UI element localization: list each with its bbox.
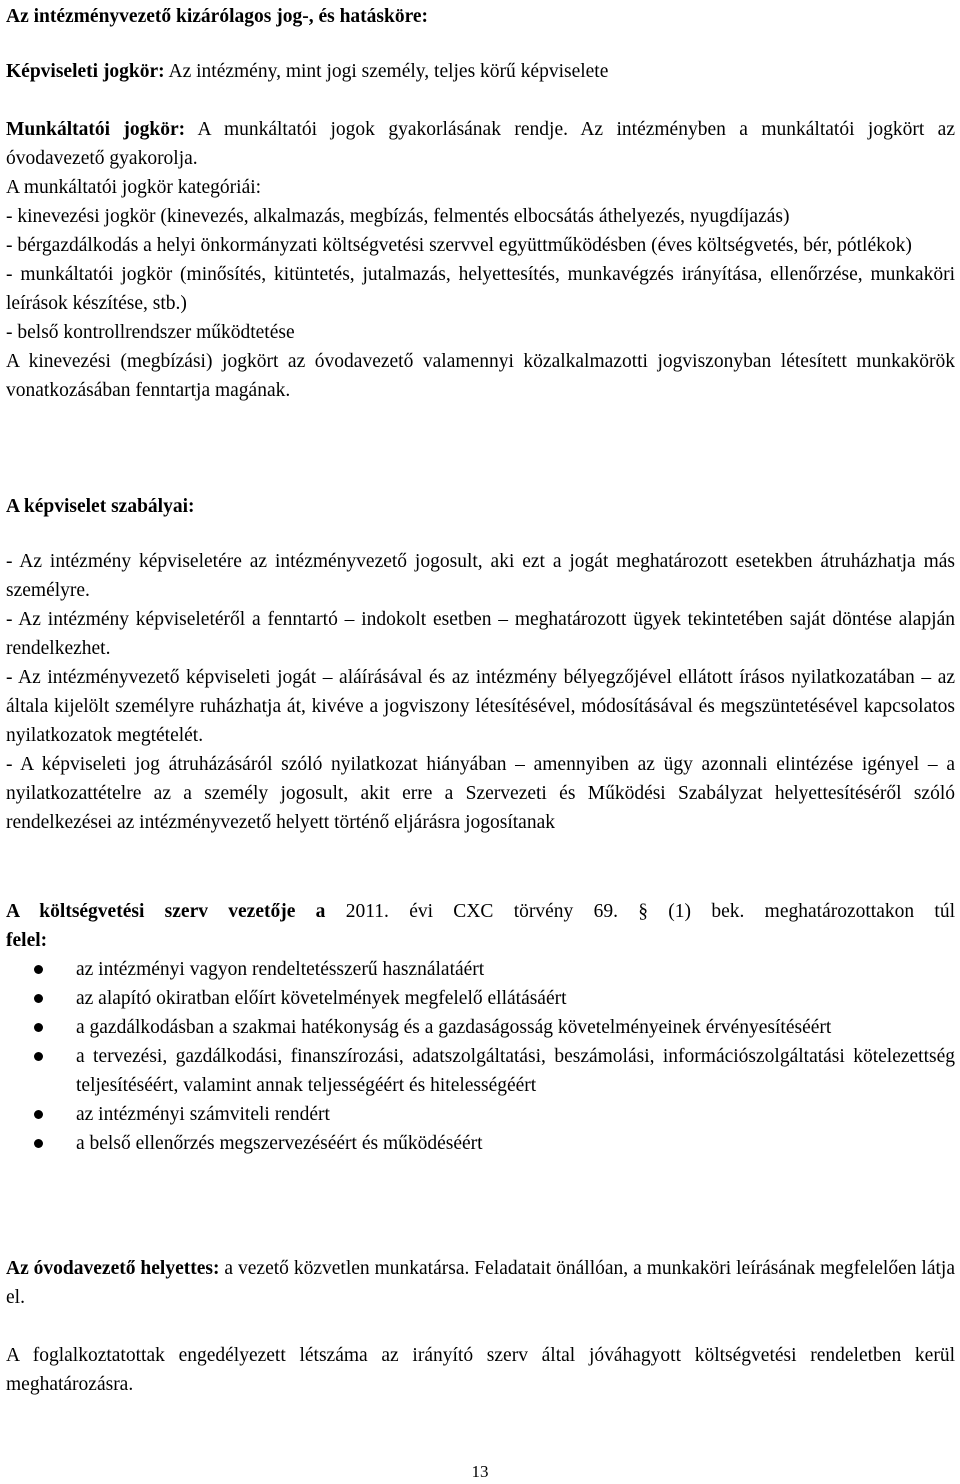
bullet-icon [34,1110,43,1119]
koltsegvetesi-label: A költségvetési szerv vezetője a [6,901,326,922]
kategoria-item: - munkáltatói jogkör (minősítés, kitüntetés, jutalmazás, helyettesítés, munkavégzés irányítása, ellenőrzése, munkaköri leírások készítése, stb.) [6,264,955,314]
list-item: az intézményi vagyon rendeltetésszerű használatáért [6,955,955,984]
kategoriak-intro: A munkáltatói jogkör kategóriái: [6,177,262,198]
helyettes-label: Az óvodavezető helyettes: [6,1258,220,1279]
bullet-icon [34,1052,43,1061]
kategoria-item: - belső kontrollrendszer működtetése [6,322,295,343]
section-heading: Az intézményvezető kizárólagos jog-, és hatásköre: [6,6,429,27]
list-item: a gazdálkodásban a szakmai hatékonyság és a gazdaságosság követelményeinek érvényesítéséért [6,1013,955,1042]
bullet-icon [34,1023,43,1032]
munkaltatoi-kategoriak [6,173,955,405]
munkaltatoi-text: A munkáltatói jogok gyakorlásának rendje. Az intézményben a munkáltatói jogkört az óvodavezető gyakorolja. [6,119,955,169]
list-item: az alapító okiratban előírt követelmények megfelelő ellátásáért [6,984,955,1013]
kepviseleti-text: Az intézmény, mint jogi személy, teljes körű képviselete [168,61,609,82]
koltsegvetesi-line [6,897,955,926]
kepviseleti-label: Képviseleti jogkör: [6,61,165,82]
helyettes-text: a vezető közvetlen munkatársa. Feladatait önállóan, a munkaköri leírásának megfelelően látja el. [6,1258,955,1308]
kepviselet-paragraph: - Az intézmény képviseletéről a fenntartó – indokolt esetben – meghatározott ügyek tekintetében saját döntése alapján rendelkezhet. [6,609,955,659]
munkaltatoi-jogkor [6,115,955,173]
bullet-icon [34,1139,43,1148]
page-number: 13 [471,1462,489,1481]
kepviselet-title: A képviselet szabályai: [6,496,195,517]
kepviseleti-jogkor [6,57,955,86]
felel-label: felel: [6,930,48,951]
felel-list [6,955,955,1158]
kategoria-item: - kinevezési jogkör (kinevezés, alkalmazás, megbízás, felmentés elbocsátás áthelyezés, nyugdíjazás) [6,206,790,227]
bullet-icon [34,965,43,974]
kepviselet-paragraph: - Az intézményvezető képviseleti jogát – aláírásával és az intézmény bélyegzőjével ellátott írásos nyilatkozatában – az általa kijelölt személyre ruházhatja át, kivéve a jogviszony létesítésével, módosításával és megszüntetésével kapcsolatos nyilatkozatok megtételét. [6,667,955,746]
kategoria-item: - bérgazdálkodás a helyi önkormányzati költségvetési szervvel együttműködésben (éves költségvetés, bér, pótlékok) [6,235,912,256]
helyettes-paragraph [6,1254,955,1312]
kepviselet-szabalyai [6,547,955,837]
kinevezesi-closing: A kinevezési (megbízási) jogkört az óvodavezető valamennyi közalkalmazotti jogviszonyban létesített munkakörök vonatkozásában fenntartja magának. [6,351,955,401]
letszam-paragraph: A foglalkoztatottak engedélyezett létszáma az irányító szerv által jóváhagyott költségvetési rendeletben kerül meghatározásra. [6,1345,955,1395]
list-item: a belső ellenőrzés megszervezéséért és működéséért [6,1129,955,1158]
list-item: a tervezési, gazdálkodási, finanszírozási, adatszolgáltatási, beszámolási, információszolgáltatási kötelezettség teljesítéséért, valamint annak teljességéért és hitelességéért [6,1042,955,1100]
koltsegvetesi-szerv [6,897,955,1158]
koltsegvetesi-text: 2011. évi CXC törvény 69. § (1) bek. meghatározottakon túl [325,901,955,922]
bullet-icon [34,994,43,1003]
list-item: az intézményi számviteli rendért [6,1100,955,1129]
kepviselet-paragraph: - Az intézmény képviseletére az intézményvezető jogosult, aki ezt a jogát meghatározott esetekben átruházhatja más személyre. [6,551,955,601]
munkaltatoi-label: Munkáltatói jogkör: [6,119,186,140]
kepviselet-paragraph: - A képviseleti jog átruházásáról szóló nyilatkozat hiányában – amennyiben az ügy azonnali elintézése igényel – a nyilatkozattételre az a személy jogosult, akit erre a Szervezeti és Működési Szabályzat helyettesítéséről szóló rendelkezései az intézményvezető helyett történő eljárásra jogosítanak [6,754,955,833]
